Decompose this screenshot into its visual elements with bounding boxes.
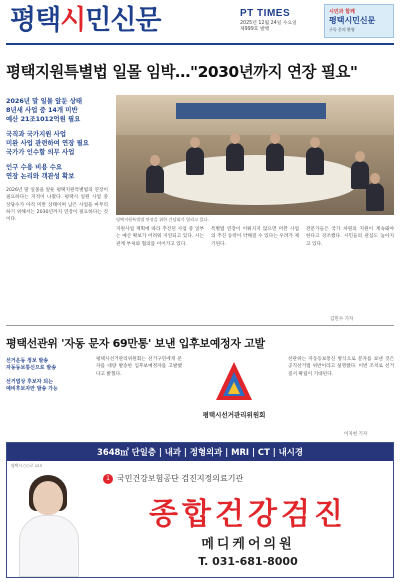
doctor-photo	[15, 469, 83, 577]
ad-certification: 1 국민건강보험공단 검진지정의료기관	[103, 473, 393, 484]
issue-number: 제999호 발행	[240, 27, 270, 32]
article2-byline: 이지현 기자	[344, 432, 368, 437]
article1-lead-1: 2026년 말 일몰 앞둔 상태	[6, 97, 83, 105]
issue-date: 2025년 12월 24일 수요일	[240, 21, 297, 26]
article1-photo[interactable]	[116, 95, 394, 215]
article1-lead-6: 국가가 인수할 의무 사업	[6, 148, 75, 156]
article1-lead-8: 연장 논리와 객관성 확보	[6, 172, 75, 180]
article1-lead-5: 미완 사업 관련하여 연장 필요	[6, 139, 89, 147]
article2-column-right: 선관위는 자동동보통신 방식으로 문자를 보낸 것은 공직선거법 위반이라고 설명했다. 이번 조치로 선거 질서 확립이 기대된다.	[288, 357, 394, 377]
article1-lead-7: 인구 수용 비용 수요	[6, 163, 63, 171]
article1-body-left: 2026년 말 일몰을 앞둔 평택지원특별법의 연장이 필요하다는 지적이 나왔다. 평택시 일원 사업 중 상당수가 아직 미완 상태이며 남은 사업을 마무리하기 위해서는 2030년까지 연장이 필요하다는 것이다.	[6, 188, 108, 223]
election-commission-emblem	[186, 356, 282, 440]
article1-headline[interactable]: 평택지원특별법 일몰 임박…"2030년까지 연장 필요"	[6, 63, 358, 81]
ad-service-bar: 3648㎡ 단일층 | 내과 | 정형외과 | MRI | CT | 내시경	[7, 443, 393, 461]
article2-column-mid: 평택시선거관리위원회는 선거구민에게 문자를 대량 발송한 입후보예정자를 고발했다고 밝혔다.	[96, 357, 182, 377]
article2-lead-1: 선거운동 정보 발송	[6, 358, 49, 364]
article1-column-3: 전문가들은 국가 차원의 지원이 계속돼야 한다고 강조했다. 시민들의 관심도 높아지고 있다.	[306, 227, 394, 247]
article1-byline: 김민수 기자	[330, 317, 354, 322]
promo-note: 구독 문의 환영	[329, 27, 355, 32]
issue-info	[240, 8, 320, 33]
masthead-divider	[6, 43, 394, 45]
ad-address: 평택시 ○○로 123	[11, 463, 42, 468]
pt-times-title: PT TIMES	[240, 8, 291, 19]
article1-column-1: 지원사업 계획에 따라 추진된 사업 중 일부는 예산 확보가 어려워 지연되고 있다. 시는 관계 부처와 협의를 이어가고 있다.	[116, 227, 204, 247]
masthead	[0, 0, 400, 44]
article1-column-2: 특별법 연장이 이뤄지지 않으면 미완 사업의 추진 동력이 약해질 수 있다는 우려가 제기된다.	[211, 227, 299, 247]
certified-badge-icon: 1	[103, 474, 113, 484]
article2-lead-3: 선거법상 후보자 되는	[6, 378, 53, 385]
article2-lead-2: 자동동보통신으로 발송	[6, 365, 57, 372]
article1-left-column	[6, 97, 108, 223]
ad-phone-number[interactable]: T. 031-681-8000	[198, 555, 298, 568]
election-commission-name: 평택시선거관리위원회	[202, 411, 266, 419]
ballot-emblem-icon	[214, 360, 254, 404]
section-divider	[6, 325, 394, 326]
article1-lead-3: 예산 21조1012억원 필요	[6, 115, 81, 123]
article1-lead-2: 8년새 사업 중 14개 미반	[6, 106, 78, 114]
article2-lead-4: 예비후보자만 발송 가능	[6, 386, 58, 393]
article2-headline[interactable]: 평택선관위 '자동 문자 69만통' 보낸 입후보예정자 고발	[6, 337, 265, 350]
article1-lead-4: 국직과 국가지원 사업	[6, 130, 67, 138]
newspaper-logo[interactable]: 평택시민신문	[10, 5, 161, 36]
article2-left-column	[6, 358, 94, 394]
masthead-promo-box[interactable]	[324, 4, 394, 38]
ad-clinic-name: 메디케어의원	[201, 537, 295, 552]
ad-main-title: 종합건강검진	[149, 497, 347, 532]
promo-tagline: 시민과 함께	[329, 9, 355, 15]
clinic-advertisement[interactable]	[6, 442, 394, 578]
article1-photo-caption: 평택지원특별법 연장을 위한 간담회가 열리고 있다.	[116, 217, 209, 222]
promo-title: 평택시민신문	[329, 16, 376, 25]
